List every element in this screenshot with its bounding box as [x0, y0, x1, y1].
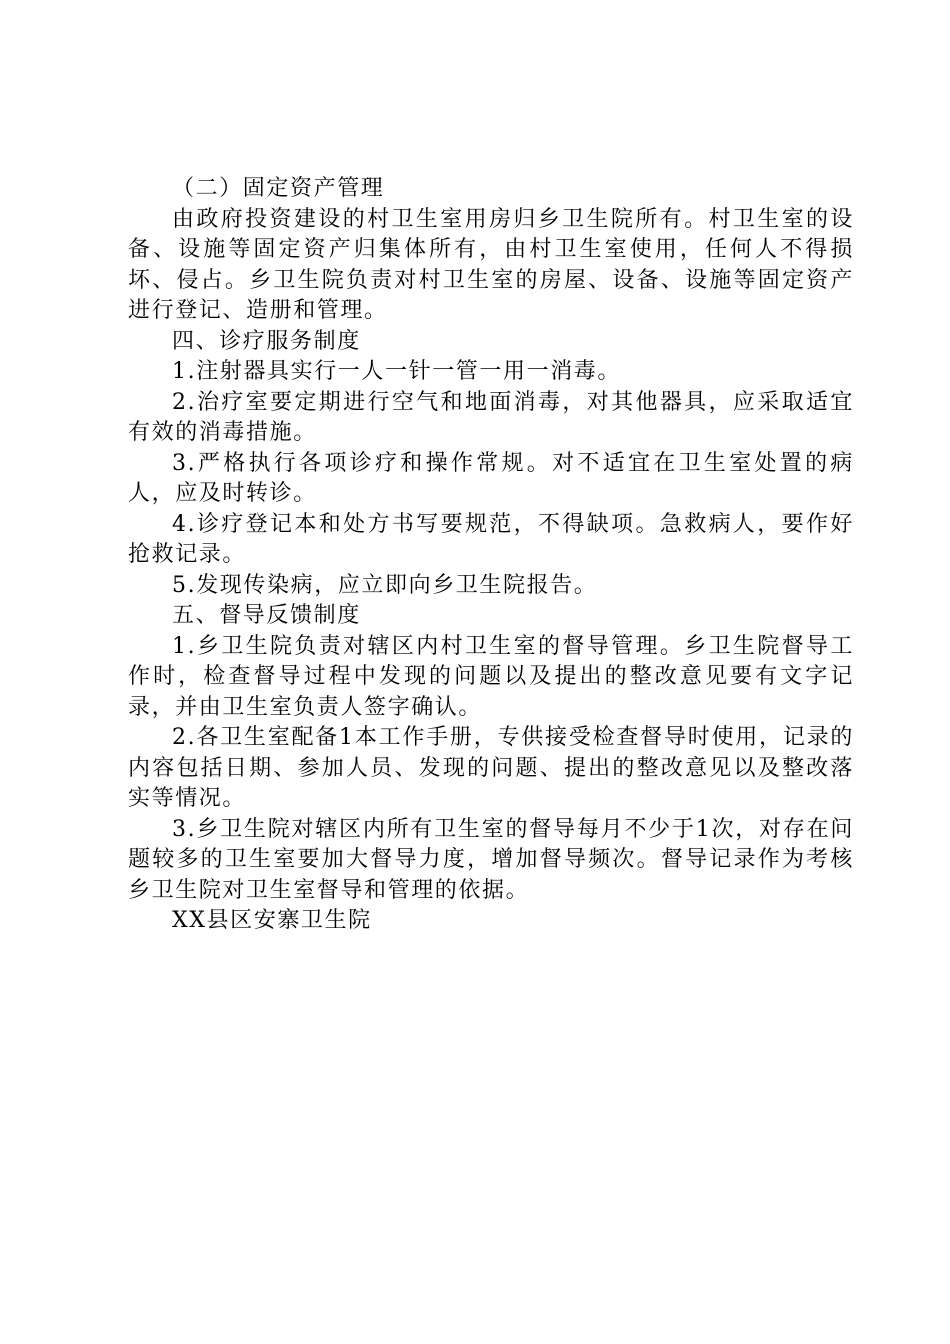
- section-heading-fixed-assets: （二）固定资产管理: [172, 176, 385, 201]
- paragraph-treatment-item-1: 1.注射器具实行一人一针一管一用一消毒。: [172, 359, 621, 384]
- paragraph-treatment-item-3: 3.严格执行各项诊疗和操作常规。对不适宜在卫生室处置的病人，应及时转诊。: [128, 450, 854, 506]
- paragraph-treatment-item-2: 2.治疗室要定期进行空气和地面消毒，对其他器具，应采取适宜有效的消毒措施。: [128, 389, 854, 445]
- issuer-signature: XX县区安寨卫生院: [172, 908, 372, 933]
- paragraph-fixed-assets: 由政府投资建设的村卫生室用房归乡卫生院所有。村卫生室的设备、设施等固定资产归集体所有，由村卫生室使用，任何人不得损坏、侵占。乡卫生院负责对村卫生室的房屋、设备、设施等固定资产进行登记、造册和管理。: [128, 206, 854, 323]
- paragraph-supervision-item-2: 2.各卫生室配备1本工作手册，专供接受检查督导时使用，记录的内容包括日期、参加人员、发现的问题、提出的整改意见以及整改落实等情况。: [128, 725, 854, 811]
- section-heading-supervision-feedback: 五、督导反馈制度: [172, 603, 361, 628]
- paragraph-treatment-item-5: 5.发现传染病，应立即向乡卫生院报告。: [172, 572, 598, 598]
- paragraph-supervision-item-3: 3.乡卫生院对辖区内所有卫生室的督导每月不少于1次，对存在问题较多的卫生室要加大督导力度，增加督导频次。督导记录作为考核乡卫生院对卫生室督导和管理的依据。: [128, 816, 854, 903]
- paragraph-treatment-item-4: 4.诊疗登记本和处方书写要规范，不得缺项。急救病人，要作好抢救记录。: [128, 511, 854, 567]
- paragraph-supervision-item-1: 1.乡卫生院负责对辖区内村卫生室的督导管理。乡卫生院督导工作时，检查督导过程中发现的问题以及提出的整改意见要有文字记录，并由卫生室负责人签字确认。: [128, 633, 854, 720]
- section-heading-treatment-service: 四、诊疗服务制度: [172, 328, 361, 354]
- document-body: [128, 174, 854, 937]
